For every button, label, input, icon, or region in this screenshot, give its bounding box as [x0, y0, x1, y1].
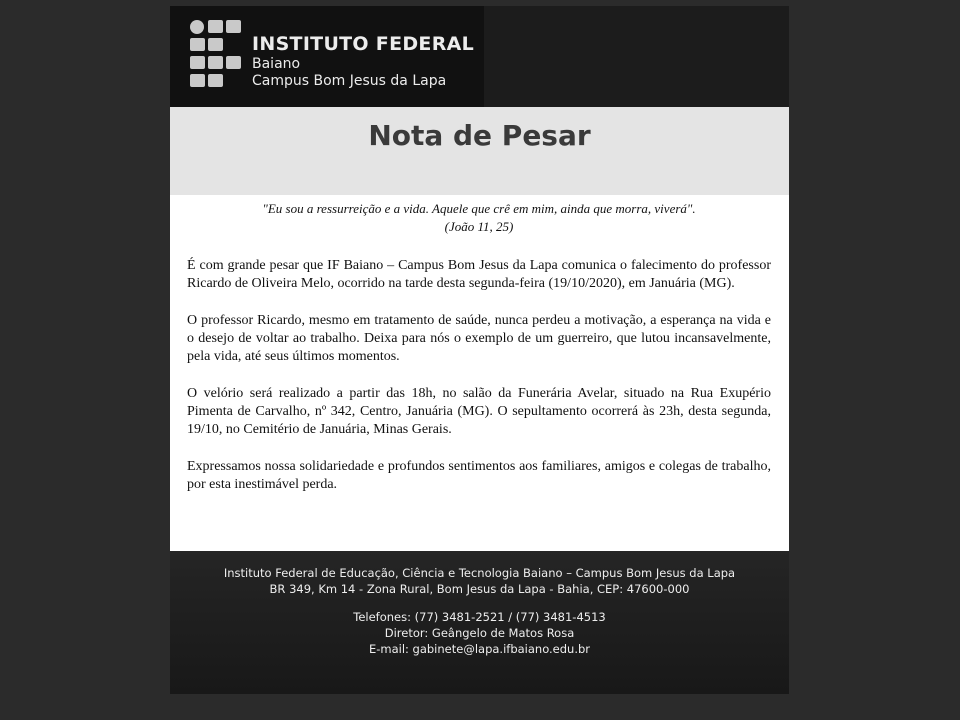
- footer-email: E-mail: gabinete@lapa.ifbaiano.edu.br: [368, 642, 591, 656]
- footer-address: BR 349, Km 14 - Zona Rural, Bom Jesus da Lapa - Bahia, CEP: 47600-000: [269, 582, 690, 596]
- paragraph-tribute: O professor Ricardo, mesmo em tratamento de saúde, nunca perdeu a motivação, a esperança na vida e o desejo de voltar ao trabalho. Deixa para nós o exemplo de um guerreiro, que lutou incansavelmente, pela vida, até seus últimos momentos.: [187, 313, 771, 364]
- header-banner-right: [484, 6, 789, 107]
- paragraph-funeral-details: O velório será realizado a partir das 18h, no salão da Funerária Avelar, situado na Rua Exupério Pimenta de Carvalho, nº 342, Centro, Januária (MG). O sepultamento ocorrerá às 23h, desta segunda, 19/10, no Cemitério de Januária, Minas Gerais.: [187, 386, 771, 437]
- institute-name-block: [252, 32, 474, 90]
- footer-address-block: [170, 565, 789, 597]
- institute-logo-icon: [190, 20, 242, 90]
- page-title: Nota de Pesar: [368, 119, 591, 152]
- note-body: [187, 200, 771, 513]
- quote-text: "Eu sou a ressurreição e a vida. Aquele que crê em mim, ainda que morra, viverá".: [262, 201, 696, 216]
- footer-phones: Telefones: (77) 3481-2521 / (77) 3481-4513: [353, 610, 606, 624]
- footer-director: Diretor: Geângelo de Matos Rosa: [384, 626, 575, 640]
- title-band: [170, 107, 789, 195]
- paragraph-announcement: É com grande pesar que IF Baiano – Campus Bom Jesus da Lapa comunica o falecimento do professor Ricardo de Oliveira Melo, ocorrido na tarde desta segunda-feira (19/10/2020), em Januária (MG).: [187, 258, 771, 291]
- paragraph-condolences: Expressamos nossa solidariedade e profundos sentimentos aos familiares, amigos e colegas de trabalho, por esta inestimável perda.: [187, 459, 771, 492]
- footer: [170, 551, 789, 694]
- campus-name: Campus Bom Jesus da Lapa: [252, 73, 447, 89]
- header-banner: [170, 6, 789, 107]
- institute-unit: Baiano: [252, 56, 301, 72]
- quote-reference: (João 11, 25): [444, 219, 514, 234]
- footer-institution: Instituto Federal de Educação, Ciência e Tecnologia Baiano – Campus Bom Jesus da Lapa: [223, 566, 736, 580]
- bible-quote: [187, 200, 771, 236]
- condolence-note-page: [170, 6, 789, 694]
- footer-contact-block: [170, 609, 789, 657]
- institute-name: INSTITUTO FEDERAL: [252, 33, 475, 55]
